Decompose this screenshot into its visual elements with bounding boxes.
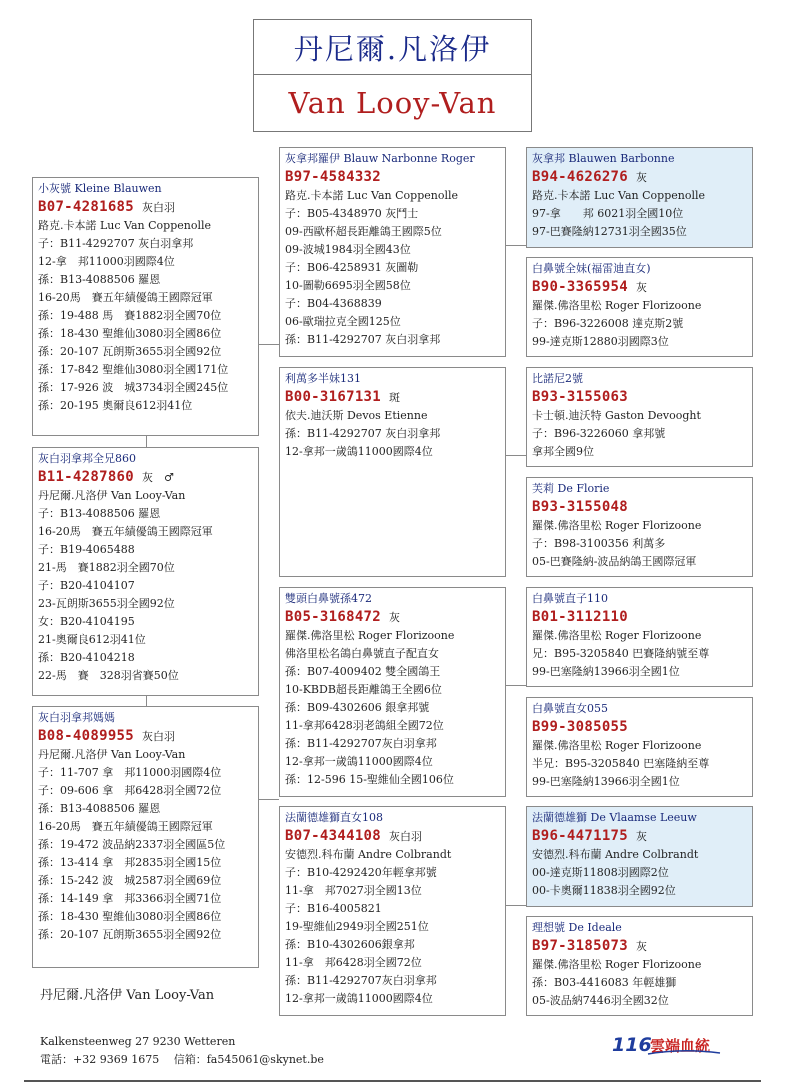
address: Kalkensteenweg 27 9230 Wetteren — [40, 1035, 236, 1048]
pedigree-line: 路克.卡本諾 Luc Van Coppenolle — [532, 189, 705, 202]
pedigree-line: 孫：B20-4104218 — [38, 651, 135, 664]
pedigree-line: 路克.卡本諾 Luc Van Coppenolle — [38, 219, 211, 232]
pedigree-line: 子：B05-4348970 灰鬥士 — [285, 207, 419, 220]
bird-name: 法蘭德雄獅 De Vlaamse Leeuw — [532, 811, 697, 824]
pedigree-line: 09-波城1984羽全國43位 — [285, 243, 411, 256]
pedigree-line: 97-巴賽隆納12731羽全國35位 — [532, 225, 687, 238]
ring-number: B97-4584332 — [285, 169, 382, 185]
pedigree-line: 孫：20-107 瓦朗斯3655羽全國92位 — [38, 345, 222, 358]
pedigree-line: 00-卡奧爾11838羽全國92位 — [532, 884, 676, 897]
pedigree-line: 孫：18-430 聖維仙3080羽全國86位 — [38, 327, 222, 340]
ring-row — [532, 278, 748, 297]
card-dds — [526, 806, 753, 907]
pedigree-line: 12-拿 邦11000羽國際4位 — [38, 255, 175, 268]
ring-row — [532, 827, 748, 846]
pedigree-line: 女：B20-4104195 — [38, 615, 135, 628]
pedigree-line: 安德烈.科布蘭 Andre Colbrandt — [532, 848, 699, 861]
ring-row — [532, 388, 748, 407]
ring-row — [532, 168, 748, 187]
pedigree-line: 半兄：B95-3205840 巴塞隆納至尊 — [532, 757, 710, 770]
bird-name: 白鼻號直子110 — [532, 592, 608, 605]
bird-name: 白鼻號直女055 — [532, 702, 608, 715]
pedigree-line: 16-20馬 賽五年績優鴿王國際冠軍 — [38, 525, 213, 538]
ring-number: B94-4626276 — [532, 169, 629, 185]
ring-row — [532, 498, 748, 517]
card-dam-dam — [279, 806, 506, 1016]
pedigree-line: 羅傑.佛洛里松 Roger Florizoone — [532, 958, 702, 971]
ring-row — [532, 718, 748, 737]
pedigree-line: 12-拿邦一歲鴿11000國際4位 — [285, 992, 433, 1005]
pedigree-line: 羅傑.佛洛里松 Roger Florizoone — [532, 299, 702, 312]
bird-color: 灰白羽 — [142, 201, 176, 214]
pedigree-line: 孫：B07-4009402 雙全國鴿王 — [285, 665, 441, 678]
bird-name: 灰拿邦羅伊 Blauw Narbonne Roger — [285, 152, 475, 165]
pedigree-line: 孫：B10-4302606銀拿邦 — [285, 938, 415, 951]
bird-name: 灰白羽拿邦媽媽 — [38, 711, 115, 724]
bird-color: 灰 — [389, 611, 401, 624]
logo-number: 116 — [612, 1034, 652, 1056]
pedigree-line: 孫：B09-4302606 銀拿邦號 — [285, 701, 430, 714]
pedigree-line: 97-拿 邦 6021羽全國10位 — [532, 207, 684, 220]
pedigree-line: 05-巴賽隆納-波品納鴿王國際冠軍 — [532, 555, 697, 568]
bird-name: 法蘭德雄獅直女108 — [285, 811, 383, 824]
ring-number: B07-4281685 — [38, 199, 135, 215]
connector — [506, 245, 526, 246]
bird-name: 白鼻號全妹(福雷迪直女) — [532, 262, 651, 275]
pedigree-line: 23-瓦朗斯3655羽全國92位 — [38, 597, 175, 610]
bird-name: 芙莉 De Florie — [532, 482, 610, 495]
ring-row — [285, 168, 501, 187]
pedigree-line: 子：B96-3226008 達克斯2號 — [532, 317, 684, 330]
ring-row — [38, 468, 254, 487]
pedigree-line: 16-20馬 賽五年績優鴿王國際冠軍 — [38, 291, 213, 304]
pedigree-line: 佛洛里松名鴿白鼻號直子配直女 — [285, 647, 439, 660]
pedigree-line: 孫：17-842 聖維仙3080羽全國171位 — [38, 363, 229, 376]
pedigree-line: 孫：B03-4416083 年輕雄獅 — [532, 976, 677, 989]
pedigree-line: 子：B06-4258931 灰圖勒 — [285, 261, 419, 274]
pedigree-line: 子：B04-4368839 — [285, 297, 382, 310]
card-dss — [526, 587, 753, 687]
connector — [259, 344, 279, 345]
ring-row — [285, 827, 501, 846]
ring-number: B96-4471175 — [532, 828, 629, 844]
ring-number: B97-3185073 — [532, 938, 629, 954]
ring-number: B99-3085055 — [532, 719, 629, 735]
pedigree-line: 卡士頓.迪沃特 Gaston Devooght — [532, 409, 701, 422]
pedigree-line: 依夫.迪沃斯 Devos Etienne — [285, 409, 428, 422]
ring-number: B00-3167131 — [285, 389, 382, 405]
pedigree-line: 孫：B11-4292707 灰白羽拿邦 — [285, 427, 441, 440]
pedigree-line: 孫：19-472 波品納2337羽全國區5位 — [38, 838, 226, 851]
pedigree-line: 11-拿 邦6428羽全國72位 — [285, 956, 422, 969]
pedigree-line: 羅傑.佛洛里松 Roger Florizoone — [532, 739, 702, 752]
card-dam-sire — [279, 587, 506, 797]
pedigree-line: 12-拿邦一歲鴿11000國際4位 — [285, 755, 433, 768]
card-ssd — [526, 257, 753, 357]
pedigree-line: 12-拿邦一歲鴿11000國際4位 — [285, 445, 433, 458]
bird-name: 灰白羽拿邦全兄860 — [38, 452, 136, 465]
pedigree-line: 孫：12-596 15-聖維仙全國106位 — [285, 773, 454, 786]
pedigree-line: 子：11-707 拿 邦11000羽國際4位 — [38, 766, 222, 779]
pedigree-line: 羅傑.佛洛里松 Roger Florizoone — [285, 629, 455, 642]
pedigree-line: 99-達克斯12880羽國際3位 — [532, 335, 669, 348]
ring-row — [285, 608, 501, 627]
pedigree-line: 21-奧爾良612羽41位 — [38, 633, 146, 646]
card-ddd — [526, 916, 753, 1016]
bird-color: 灰白羽 — [389, 830, 423, 843]
bird-name: 小灰號 Kleine Blauwen — [38, 182, 162, 195]
bird-name: 利萬多半妹131 — [285, 372, 361, 385]
card-sss — [526, 147, 753, 248]
pedigree-line: 子：B13-4088506 羅恩 — [38, 507, 161, 520]
card-dam — [32, 706, 259, 968]
bird-color: 灰 — [636, 281, 648, 294]
pedigree-line: 孫：19-488 馬 賽1882羽全國70位 — [38, 309, 222, 322]
pedigree-line: 孫：B11-4292707灰白羽拿邦 — [285, 974, 437, 987]
phone-email: 電話：+32 9369 1675 信箱：fa545061@skynet.be — [40, 1053, 324, 1066]
bird-name: 灰拿邦 Blauwen Barbonne — [532, 152, 675, 165]
card-dsd — [526, 697, 753, 797]
connector — [146, 436, 147, 447]
card-sire-sire — [279, 147, 506, 357]
connector — [506, 685, 526, 686]
connector — [146, 696, 147, 706]
bottom-rule — [24, 1080, 761, 1082]
pedigree-line: 孫：18-430 聖維仙3080羽全國86位 — [38, 910, 222, 923]
contact-info — [40, 1033, 324, 1069]
connector — [506, 455, 526, 456]
title-chinese: 丹尼爾.凡洛伊 — [254, 20, 531, 75]
pedigree-line: 孫：20-107 瓦朗斯3655羽全國92位 — [38, 928, 222, 941]
bird-color: 灰 — [636, 940, 648, 953]
pedigree-line: 00-達克斯11808羽國際2位 — [532, 866, 669, 879]
ring-row — [38, 727, 254, 746]
pedigree-line: 99-巴塞隆納13966羽全國1位 — [532, 775, 680, 788]
pedigree-line: 子：B10-4292420年輕拿邦號 — [285, 866, 437, 879]
pedigree-line: 孫：B11-4292707灰白羽拿邦 — [285, 737, 437, 750]
pedigree-line: 安德烈.科布蘭 Andre Colbrandt — [285, 848, 452, 861]
title-box — [253, 19, 532, 132]
pedigree-line: 路克.卡本諾 Luc Van Coppenolle — [285, 189, 458, 202]
pedigree-line: 孫：14-149 拿 邦3366羽全國71位 — [38, 892, 222, 905]
pedigree-line: 子：B20-4104107 — [38, 579, 135, 592]
connector — [506, 905, 526, 906]
pedigree-line: 09-西歐杯超長距離鴿王國際5位 — [285, 225, 442, 238]
logo — [612, 1033, 722, 1057]
pedigree-line: 羅傑.佛洛里松 Roger Florizoone — [532, 519, 702, 532]
pedigree-line: 19-聖維仙2949羽全國251位 — [285, 920, 429, 933]
pedigree-line: 子：B16-4005821 — [285, 902, 382, 915]
ring-row — [285, 388, 501, 407]
card-sire — [32, 177, 259, 436]
card-sire-dam — [279, 367, 506, 577]
pedigree-line: 22-馬 賽 328羽省賽50位 — [38, 669, 179, 682]
ring-row — [38, 198, 254, 217]
pedigree-line: 兄：B95-3205840 巴賽隆納號至尊 — [532, 647, 710, 660]
bird-color: 灰 ♂ — [142, 471, 174, 484]
pedigree-line: 子：B98-3100356 利萬多 — [532, 537, 666, 550]
title-english: Van Looy-Van — [288, 86, 497, 120]
bird-name: 比諾尼2號 — [532, 372, 583, 385]
bird-name: 理想號 De Ideale — [532, 921, 622, 934]
pedigree-line: 拿邦全國9位 — [532, 445, 594, 458]
pedigree-line: 孫：13-414 拿 邦2835羽全國15位 — [38, 856, 222, 869]
ring-number: B93-3155063 — [532, 389, 629, 405]
bird-color: 灰 — [636, 830, 648, 843]
ring-number: B07-4344108 — [285, 828, 382, 844]
bird-color: 灰 — [636, 171, 648, 184]
bird-color: 斑 — [389, 391, 401, 404]
owner-name: 丹尼爾.凡洛伊 Van Looy-Van — [40, 988, 215, 1003]
pedigree-line: 子：09-606 拿 邦6428羽全國72位 — [38, 784, 222, 797]
pedigree-line: 16-20馬 賽五年績優鴿王國際冠軍 — [38, 820, 213, 833]
pedigree-line: 孫：20-195 奧爾良612羽41位 — [38, 399, 193, 412]
pedigree-line: 10-圖勒6695羽全國58位 — [285, 279, 411, 292]
pedigree-line: 孫：15-242 波 城2587羽全國69位 — [38, 874, 222, 887]
ring-number: B01-3112110 — [532, 609, 629, 625]
ring-row — [532, 608, 748, 627]
pedigree-line: 06-歐瑞拉克全國125位 — [285, 315, 401, 328]
pedigree-line: 子：B11-4292707 灰白羽拿邦 — [38, 237, 194, 250]
pedigree-line: 子：B96-3226060 拿邦號 — [532, 427, 666, 440]
card-subject — [32, 447, 259, 696]
logo-text: 雲端血統 — [650, 1037, 711, 1055]
pedigree-line: 羅傑.佛洛里松 Roger Florizoone — [532, 629, 702, 642]
pedigree-line: 丹尼爾.凡洛伊 Van Looy-Van — [38, 489, 186, 502]
pedigree-line: 99-巴塞隆納13966羽全國1位 — [532, 665, 680, 678]
pedigree-line: 05-波品納7446羽全國32位 — [532, 994, 669, 1007]
ring-number: B93-3155048 — [532, 499, 629, 515]
pedigree-line: 孫：17-926 波 城3734羽全國245位 — [38, 381, 229, 394]
bird-name: 雙頭白鼻號孫472 — [285, 592, 372, 605]
pedigree-line: 11-拿邦6428羽老鴿組全國72位 — [285, 719, 444, 732]
card-sdd — [526, 477, 753, 577]
pedigree-line: 21-馬 賽1882羽全國70位 — [38, 561, 175, 574]
ring-number: B90-3365954 — [532, 279, 629, 295]
connector — [259, 799, 279, 800]
card-sds — [526, 367, 753, 467]
ring-number: B11-4287860 — [38, 469, 135, 485]
pedigree-line: 孫：B11-4292707 灰白羽拿邦 — [285, 333, 441, 346]
ring-row — [532, 937, 748, 956]
pedigree-line: 11-拿 邦7027羽全國13位 — [285, 884, 422, 897]
pedigree-line: 孫：B13-4088506 羅恩 — [38, 273, 161, 286]
pedigree-line: 丹尼爾.凡洛伊 Van Looy-Van — [38, 748, 186, 761]
ring-number: B05-3168472 — [285, 609, 382, 625]
bird-color: 灰白羽 — [142, 730, 176, 743]
pedigree-line: 子：B19-4065488 — [38, 543, 135, 556]
pedigree-line: 孫：B13-4088506 羅恩 — [38, 802, 161, 815]
pedigree-line: 10-KBDB超長距離鴿王全國6位 — [285, 683, 442, 696]
ring-number: B08-4089955 — [38, 728, 135, 744]
